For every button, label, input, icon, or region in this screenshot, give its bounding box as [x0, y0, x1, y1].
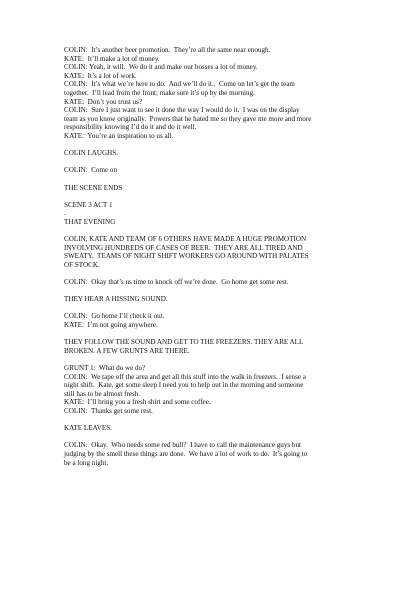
script-paragraph	[64, 149, 362, 158]
script-line: THAT EVENING	[64, 217, 116, 226]
script-line: KATE: Don’t you trust us?	[64, 97, 143, 106]
script-paragraph	[64, 46, 362, 141]
script-paragraph	[64, 441, 362, 467]
paragraph-gap	[64, 330, 362, 339]
script-paragraph	[64, 295, 362, 304]
paragraph-gap	[64, 304, 362, 313]
script-line: KATE: It’s a lot of work.	[64, 71, 137, 80]
script-line: THEY HEAR A HISSING SOUND.	[64, 295, 168, 304]
script-line: COLIN: Okay. Who needs some red bull? I have to call the maintenance guys but	[64, 441, 301, 450]
script-line: COLIN LAUGHS.	[64, 149, 118, 158]
paragraph-gap	[64, 287, 362, 296]
paragraph-gap	[64, 158, 362, 167]
script-line: INVOLVING HUNDREDS OF CASES OF BEER. THEY ARE ALL TIRED AND	[64, 243, 303, 252]
script-line: KATE: You’re an inspiration to us all.	[64, 131, 174, 140]
script-paragraph	[64, 338, 362, 355]
script-line: COLIN: It’s what we’re here to do. And we’ll do it.. Come on let’s get the team	[64, 80, 295, 89]
paragraph-gap	[64, 141, 362, 150]
script-line: SCENE 3 ACT 1	[64, 200, 113, 209]
script-paragraph	[64, 364, 362, 416]
script-line: KATE: It’ll make a lot of money.	[64, 54, 160, 63]
script-line: COLIN: We tape off the area and get all this stuff into the walk in freezers. I sense a	[64, 372, 306, 381]
script-paragraph	[64, 278, 362, 287]
script-line: KATE: I’m not going anywhere.	[64, 321, 158, 329]
script-paragraph	[64, 312, 362, 329]
paragraph-gap	[64, 192, 362, 201]
script-line: COLIN, KATE AND TEAM OF 6 OTHERS HAVE MADE A HUGE PROMOTION	[64, 235, 307, 244]
script-line: judging by the smell these things are done. We have a lot of work to do. It’s going to	[64, 449, 308, 458]
script-line: BROKEN. A FEW GRUNTS ARE THERE.	[64, 346, 190, 355]
script-line: .	[64, 209, 66, 218]
script-paragraph	[64, 166, 362, 175]
script-line: SWEATY. TEAMS OF NIGHT SHIFT WORKERS GO AROUND WITH PALATES	[64, 252, 309, 261]
script-line: COLIN: Sure I just want to see it done the way I would do it. I was on the display	[64, 106, 300, 115]
paragraph-gap	[64, 416, 362, 425]
script-line: COLIN: Thanks get some rest.	[64, 406, 153, 415]
script-line: KATE LEAVES.	[64, 424, 112, 433]
script-paragraph	[64, 235, 362, 269]
script-line: THE SCENE ENDS	[64, 183, 123, 192]
script-line: team as you know originally. Powers that be hated me so they gave me more and more	[64, 114, 312, 123]
script-line: KATE: I’ll bring you a fresh shirt and some coffee.	[64, 398, 211, 407]
paragraph-gap	[64, 175, 362, 184]
script-line: THEY FOLLOW THE SOUND AND GET TO THE FREEZERS. THEY ARE ALL	[64, 338, 304, 347]
script-line: GRUNT 1: What do we do?	[64, 363, 146, 372]
script-line: night shift. Kate, get some sleep I need you to help out in the morning and someone	[64, 381, 304, 390]
script-line: COLIN: Go home I’ll check it out.	[64, 312, 165, 321]
paragraph-gap	[64, 355, 362, 364]
paragraph-gap	[64, 269, 362, 278]
paragraph-gap	[64, 433, 362, 442]
script-paragraph	[64, 424, 362, 433]
paragraph-gap	[64, 226, 362, 235]
script-line: together. I’ll lead from the front; make sure it’s up by the morning.	[64, 88, 255, 97]
script-line: COLIN: Come on	[64, 166, 118, 175]
script-line: COLIN: Okay that’s us time to knock off we’re done. Go home get some rest.	[64, 278, 289, 287]
script-line: be a long night.	[64, 458, 109, 467]
script-line: still has to be almost fresh.	[64, 389, 141, 398]
script-paragraph	[64, 184, 362, 193]
script-line: COLIN: It’s another beer promotion. They’re all the same near enough.	[64, 46, 271, 54]
script-paragraph	[64, 201, 362, 227]
script-line: responsibility knowing I’d do it and do it well.	[64, 123, 197, 132]
script-line: COLIN: Yeah, it will. We do it and make our bosses a lot of money.	[64, 63, 258, 72]
script-line: OF STOCK.	[64, 260, 100, 269]
